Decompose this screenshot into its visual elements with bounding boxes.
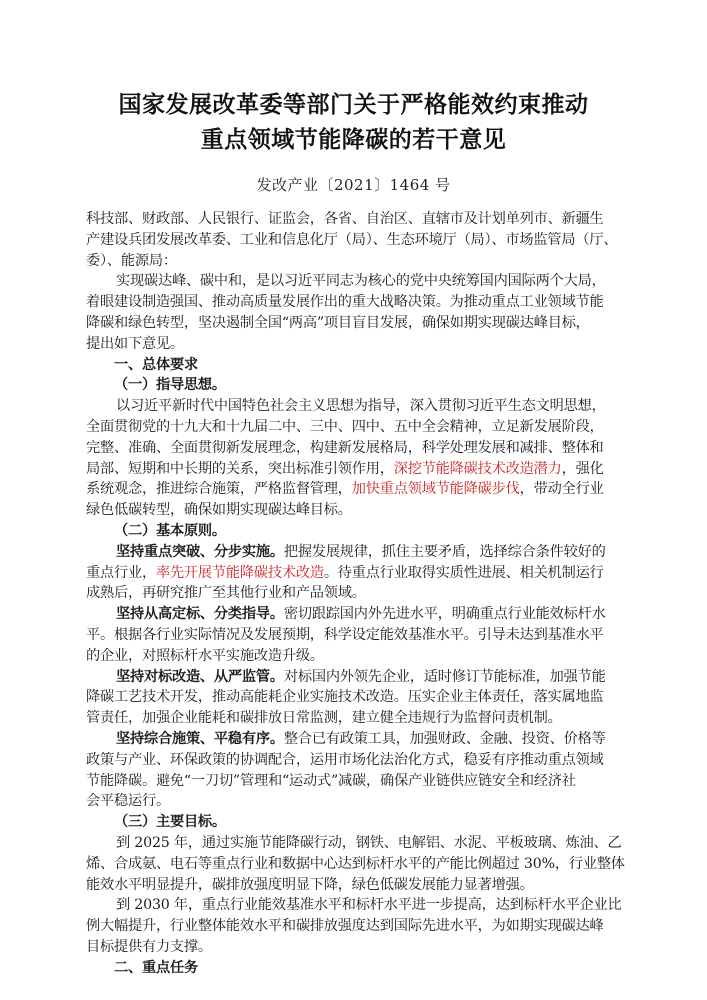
text-run: 整合已有政策工具，加强财政、金融、投资、价格等: [283, 730, 606, 747]
document-title-line-2: 重点领域节能降碳的若干意见: [200, 126, 507, 153]
document-number: 发改产业〔2021〕1464 号: [256, 176, 451, 194]
principle-heading: 坚持从高定标、分类指导。: [116, 606, 284, 623]
paragraph-line: 绿色低碳转型，确保如期实现碳达峰目标。: [86, 502, 352, 519]
paragraph-line: 降碳工艺技术开发，推动高能耗企业实施技术改造。压实企业主体责任，落实属地监: [86, 689, 604, 706]
recipients-line: 产建设兵团发展改革委、工业和信息化厅（局）、生态环境厅（局）、市场监管局（厅、: [86, 231, 618, 248]
paragraph-line: 到 2030 年，重点行业能效基准水平和标杆水平进一步提高，达到标杆水平企业比: [116, 897, 622, 914]
paragraph-line: 的企业，对照标杆水平实施改造升级。: [86, 647, 324, 664]
text-run: 把握发展规律，抓住主要矛盾，选择综合条件较好的: [283, 543, 606, 560]
subsection-heading: （一）指导思想。: [114, 377, 226, 394]
text-run: ，强化: [561, 460, 604, 477]
highlighted-text: 率先开展节能降碳技术改造: [155, 564, 324, 581]
recipients-line: 科技部、财政部、人民银行、证监会，各省、自治区、直辖市及计划单列市、新疆生: [86, 211, 604, 227]
paragraph-line: [86, 563, 638, 584]
section-heading: 一、总体要求: [114, 356, 198, 373]
intro-line: 实现碳达峰、碳中和，是以习近平同志为核心的党中央统筹国内国际两个大局，: [116, 273, 606, 290]
paragraph-line: 政策与产业、环保政策的协调配合，运用市场化法治化方式，稳妥有序推动重点领域: [86, 751, 604, 768]
paragraph-line: 目标提供有力支撑。: [86, 938, 212, 955]
paragraph-line: [86, 604, 638, 625]
paragraph-line: 全面贯彻党的十九大和十九届二中、三中、四中、五中全会精神，立足新发展阶段，: [86, 418, 604, 435]
document-title-line-1: 国家发展改革委等部门关于严格能效约束推动: [118, 91, 589, 118]
paragraph-line: 烯、合成氨、电石等重点行业和数据中心达到标杆水平的产能比例超过 30%，行业整体: [86, 855, 625, 872]
paragraph-line: [86, 729, 638, 750]
paragraph-line: 管责任，加强企业能耗和碳排放日常监测，建立健全违规行为监督问责机制。: [86, 710, 562, 727]
paragraph-line: 例大幅提升，行业整体能效水平和碳排放强度达到国际先进水平，为如期实现碳达峰: [86, 918, 604, 935]
text-run: ，带动全行业: [519, 481, 604, 498]
paragraph-line: 会平稳运行。: [86, 793, 170, 810]
document-body: [86, 209, 638, 978]
text-run: 密切跟踪国内外先进水平，明确重点行业能效标杆水: [283, 606, 606, 623]
paragraph-line: 以习近平新时代中国特色社会主义思想为指导，深入贯彻习近平生态文明思想，: [116, 398, 606, 415]
intro-line: 着眼建设制造强国、推动高质量发展作出的重大战略决策。为推动重点工业领域节能: [86, 294, 604, 311]
principle-heading: 坚持重点突破、分步实施。: [116, 543, 284, 560]
subsection-heading: （二）基本原则。: [114, 522, 226, 539]
paragraph-line: 平。根据各行业实际情况及发展预期，科学设定能效基准水平。引导未达到基准水平: [86, 626, 604, 643]
section-heading: 二、重点任务: [114, 959, 198, 976]
principle-heading: 坚持对标改造、从严监管。: [116, 668, 284, 685]
paragraph-line: 成熟后，再研究推广至其他行业和产品领域。: [86, 585, 366, 602]
paragraph-line: 能效水平明显提升，碳排放强度明显下降，绿色低碳发展能力显著增强。: [86, 876, 534, 893]
recipients-line: 委）、能源局：: [86, 252, 177, 269]
paragraph-line: [86, 479, 638, 500]
paragraph-line: [86, 542, 638, 563]
text-run: 对标国内外领先企业，适时修订节能标准，加强节能: [283, 668, 606, 685]
paragraph-line: 到 2025 年，通过实施节能降碳行动，钢铁、电解铝、水泥、平板玻璃、炼油、乙: [116, 834, 622, 851]
text-run: 。待重点行业取得实质性进展、相关机制运行: [323, 564, 604, 581]
highlighted-text: 加快重点领域节能降碳步伐: [351, 481, 520, 498]
text-run: 系统观念，推进综合施策，严格监督管理，: [86, 481, 352, 498]
intro-line: 降碳和绿色转型，坚决遏制全国“两高”项目盲目发展，确保如期实现碳达峰目标，: [86, 314, 590, 331]
subsection-heading: （三）主要目标。: [114, 814, 226, 831]
paragraph-line: 完整、准确、全面贯彻新发展理念，构建新发展格局，科学处理发展和减排、整体和: [86, 439, 604, 456]
text-run: 局部、短期和中长期的关系，突出标准引领作用，: [86, 460, 394, 477]
text-run: 重点行业，: [86, 564, 156, 581]
principle-heading: 坚持综合施策、平稳有序。: [116, 730, 284, 747]
highlighted-text: 深挖节能降碳技术改造潜力: [393, 460, 562, 477]
paragraph-line: 节能降碳。避免“一刀切”管理和“运动式”减碳，确保产业链供应链安全和经济社: [86, 772, 576, 789]
paragraph-line: [86, 667, 638, 688]
paragraph-line: [86, 459, 638, 480]
intro-line: 提出如下意见。: [86, 335, 184, 352]
